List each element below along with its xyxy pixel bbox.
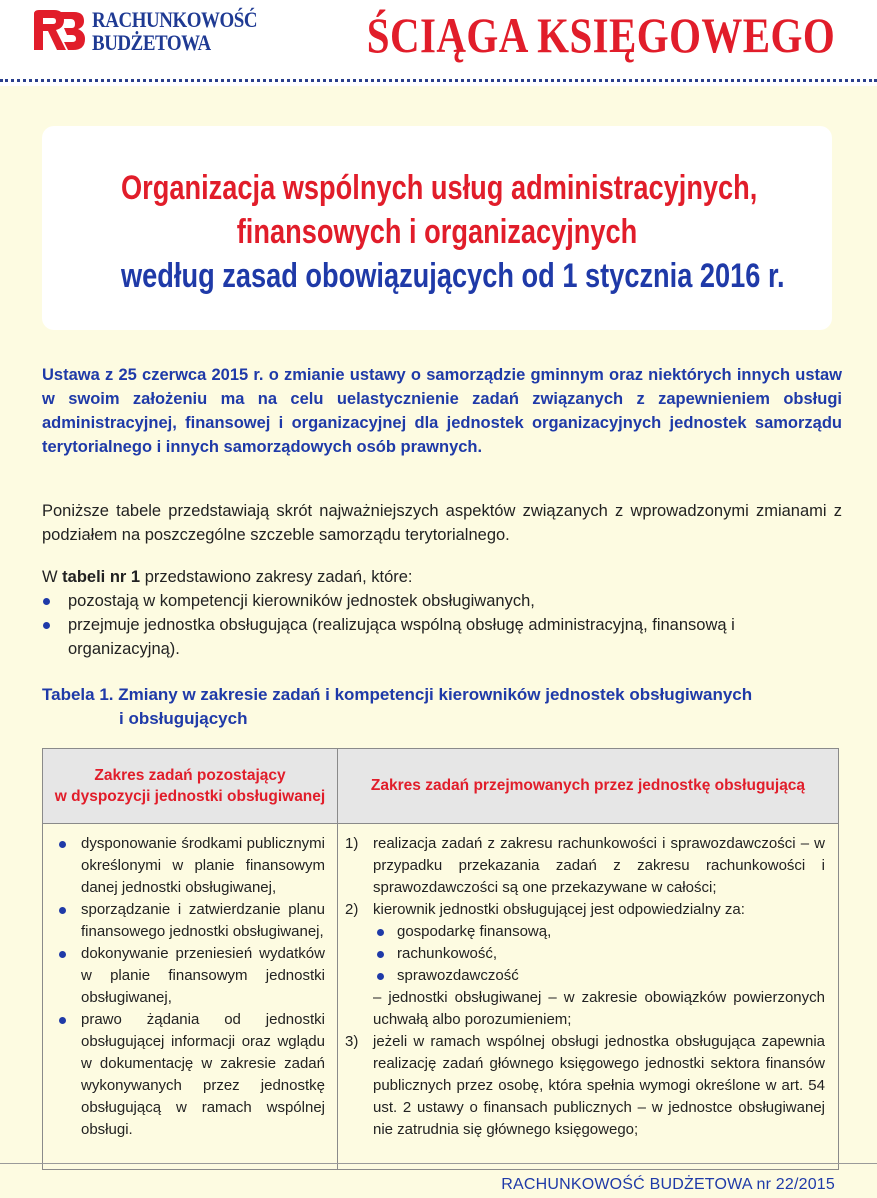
left-item-text: dokonywanie przeniesień wydatków w planie finansowym jednostki obsługiwanej,: [81, 945, 325, 1006]
title-line-2: finansowych i organizacyjnych: [236, 213, 638, 251]
intro-paragraph: Ustawa z 25 czerwca 2015 r. o zmianie ustawy o samorządzie gminnym oraz niektórych innych ustaw w swoim założeniu ma na celu uelastycznienie zadań związanych z zapewnieniem obsługi administracyjnej, finansowej i organizacyjnej dla jednostek organizacyjnych jednostek samorządu terytorialnego i innych samorządowych osób prawnych.: [42, 366, 842, 456]
table-header: [43, 749, 838, 824]
left-item-text: dysponowanie środkami publicznymi określonymi w planie finansowym danej jednostki obsługiwanej,: [81, 835, 325, 896]
summary-paragraph: Poniższe tabele przedstawiają skrót najważniejszych aspektów związanych z wprowadzonymi zmianami z podziałem na poszczególne szczeble samorządu terytorialnego.: [42, 502, 842, 544]
brand-title: ŚCIĄGA KSIĘGOWEGO: [366, 7, 835, 63]
dotted-divider: [0, 79, 877, 82]
right-column: [345, 833, 825, 1141]
bullet-icon: [377, 951, 384, 958]
list-item: [55, 943, 325, 1009]
header-right: Zakres zadań przejmowanych przez jednostkę obsługującą: [370, 777, 806, 794]
rb-logo-icon: [30, 8, 86, 56]
sub-item-text: sprawozdawczość: [397, 967, 519, 984]
title-line-1: Organizacja wspólnych usług administracyjnych,: [121, 169, 758, 207]
list-item: [42, 613, 842, 661]
table-caption: [42, 683, 842, 731]
right-item-text: realizacja zadań z zakresu rachunkowości i sprawozdawczości – w przypadku przekazania zadań z zakresu rachunkowości i sprawozdawczości są one przekazywane w całości;: [373, 835, 825, 896]
bullet-text: przejmuje jednostka obsługująca (realizująca wspólną obsługę administracyjną, finansową i organizacyjną).: [68, 616, 735, 658]
list-item: [42, 589, 842, 613]
bullet-icon: [43, 598, 50, 605]
footer-text: RACHUNKOWOŚĆ BUDŻETOWA nr 22/2015: [501, 1176, 835, 1193]
header-left-line-2: w dyspozycji jednostki obsługiwanej: [54, 788, 326, 805]
bullet-icon: [59, 907, 66, 914]
sub-list-item: [373, 965, 825, 987]
logo-line-2: BUDŻETOWA: [92, 30, 211, 55]
sub-item-text: gospodarkę finansową,: [397, 923, 552, 940]
left-item-text: prawo żądania od jednostki obsługującej informacji oraz wglądu w dokumentację w zakresie zadań wykonywanych przez jednostkę obsługującą w ramach wspólnej obsługi.: [81, 1011, 325, 1138]
table-caption-line-2: i obsługujących: [119, 709, 248, 728]
right-item-text: kierownik jednostki obsługującej jest odpowiedzialny za:: [373, 901, 745, 918]
sub-note: – jednostki obsługiwanej – w zakresie obowiązków powierzonych uchwałą albo porozumieniem;: [373, 989, 825, 1028]
left-item-text: sporządzanie i zatwierdzanie planu finansowego jednostki obsługiwanej,: [81, 901, 325, 940]
list-item: [55, 833, 325, 899]
para2-prefix: W: [42, 568, 63, 586]
header-left: [43, 765, 337, 807]
numbered-item: [345, 1031, 825, 1141]
logo-line-1: RACHUNKOWOŚĆ: [92, 7, 258, 32]
para2-suffix: przedstawiono zakresy zadań, które:: [140, 568, 413, 586]
item-number: 1): [345, 835, 359, 852]
list-item: [55, 1009, 325, 1141]
table-1: [42, 748, 839, 1170]
sub-list-item: [373, 943, 825, 965]
sub-item-text: rachunkowość,: [397, 945, 498, 962]
task-bullet-list: [42, 589, 842, 661]
bullet-icon: [59, 841, 66, 848]
header-left-line-1: Zakres zadań pozostający: [94, 767, 286, 784]
logo: [30, 6, 280, 62]
list-item: [55, 899, 325, 943]
footer-divider: [0, 1163, 877, 1164]
document-page: [0, 86, 877, 1198]
sub-list-item: [373, 921, 825, 943]
title-box: [42, 126, 832, 330]
numbered-item: [345, 833, 825, 899]
numbered-item: [345, 899, 825, 1031]
bullet-icon: [43, 622, 50, 629]
table-caption-line-1: Tabela 1. Zmiany w zakresie zadań i kompetencji kierowników jednostek obsługiwanych: [42, 685, 753, 704]
para2-bold: tabeli nr 1: [62, 568, 141, 586]
right-item-text: jeżeli w ramach wspólnej obsługi jednostka obsługująca zapewnia realizację zadań głównego księgowego jednostki sektora finansów publicznych przez osobę, która spełnia wymogi określone w art. 54 ust. 2 ustawy o finansach publicznych – w jednostce obsługiwanej nie zatrudnia się głównego księgowego;: [373, 1033, 825, 1138]
bullet-text: pozostają w kompetencji kierowników jednostek obsługiwanych,: [68, 592, 535, 610]
column-divider: [337, 749, 338, 1169]
left-column: [55, 833, 325, 1141]
bullet-icon: [59, 1017, 66, 1024]
item-number: 3): [345, 1033, 359, 1050]
table-reference-paragraph: [42, 565, 832, 589]
page-header: [0, 0, 877, 82]
bullet-icon: [377, 973, 384, 980]
item-number: 2): [345, 901, 359, 918]
bullet-icon: [59, 951, 66, 958]
title-line-3: według zasad obowiązujących od 1 stycznia 2016 r.: [121, 257, 785, 295]
bullet-icon: [377, 929, 384, 936]
